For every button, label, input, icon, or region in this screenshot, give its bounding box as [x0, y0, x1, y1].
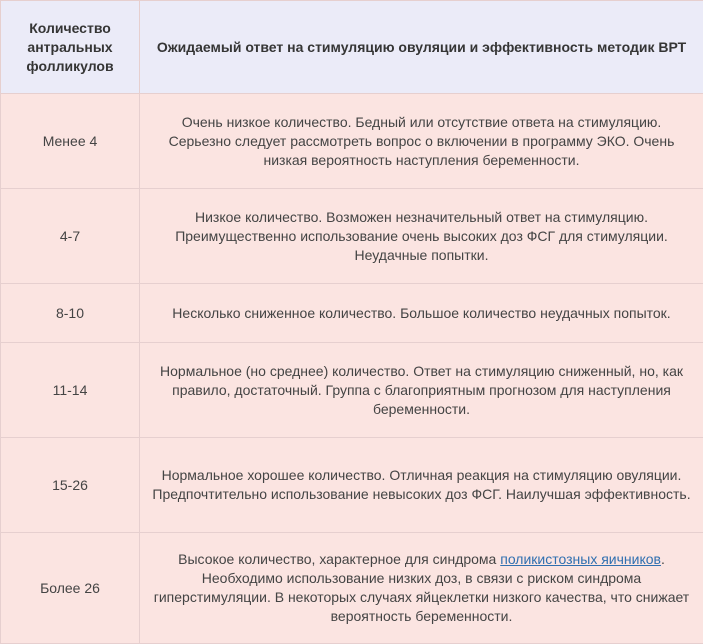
description-cell: Несколько сниженное количество. Большое количество неудачных попыток. [140, 284, 703, 343]
follicle-count-cell: 15-26 [1, 438, 140, 533]
follicle-count-cell: 4-7 [1, 189, 140, 284]
follicle-count-cell: Менее 4 [1, 94, 140, 189]
header-follicle-count: Количество антральных фолликулов [1, 1, 140, 94]
polycystic-ovaries-link[interactable]: поликистозных яичников [500, 551, 661, 567]
table-row [1, 189, 703, 284]
description-text-after: . Необходимо использование низких доз, в связи с риском синдрома гиперстимуляции. В некоторых случаях яйцеклетки низкого качества, что снижает вероятность беременности. [154, 551, 689, 624]
description-cell [140, 533, 703, 644]
header-expected-response: Ожидаемый ответ на стимуляцию овуляции и эффективность методик ВРТ [140, 1, 703, 94]
table-header-row [1, 1, 703, 94]
table-row [1, 533, 703, 644]
table-row [1, 284, 703, 343]
description-cell: Низкое количество. Возможен незначительный ответ на стимуляцию. Преимущественно использование очень высоких доз ФСГ для стимуляции. Неудачные попытки. [140, 189, 703, 284]
follicle-count-cell: Более 26 [1, 533, 140, 644]
follicle-count-cell: 8-10 [1, 284, 140, 343]
table-row [1, 343, 703, 438]
table-row [1, 94, 703, 189]
follicle-count-cell: 11-14 [1, 343, 140, 438]
table-row [1, 438, 703, 533]
description-text-before: Высокое количество, характерное для синдрома [178, 551, 500, 567]
description-cell: Нормальное хорошее количество. Отличная реакция на стимуляцию овуляции. Предпочтительно использование невысоких доз ФСГ. Наилучшая эффективность. [140, 438, 703, 533]
description-cell: Нормальное (но среднее) количество. Ответ на стимуляцию сниженный, но, как правило, достаточный. Группа с благоприятным прогнозом для наступления беременности. [140, 343, 703, 438]
description-cell: Очень низкое количество. Бедный или отсутствие ответа на стимуляцию. Серьезно следует рассмотреть вопрос о включении в программу ЭКО. Очень низкая вероятность наступления беременности. [140, 94, 703, 189]
